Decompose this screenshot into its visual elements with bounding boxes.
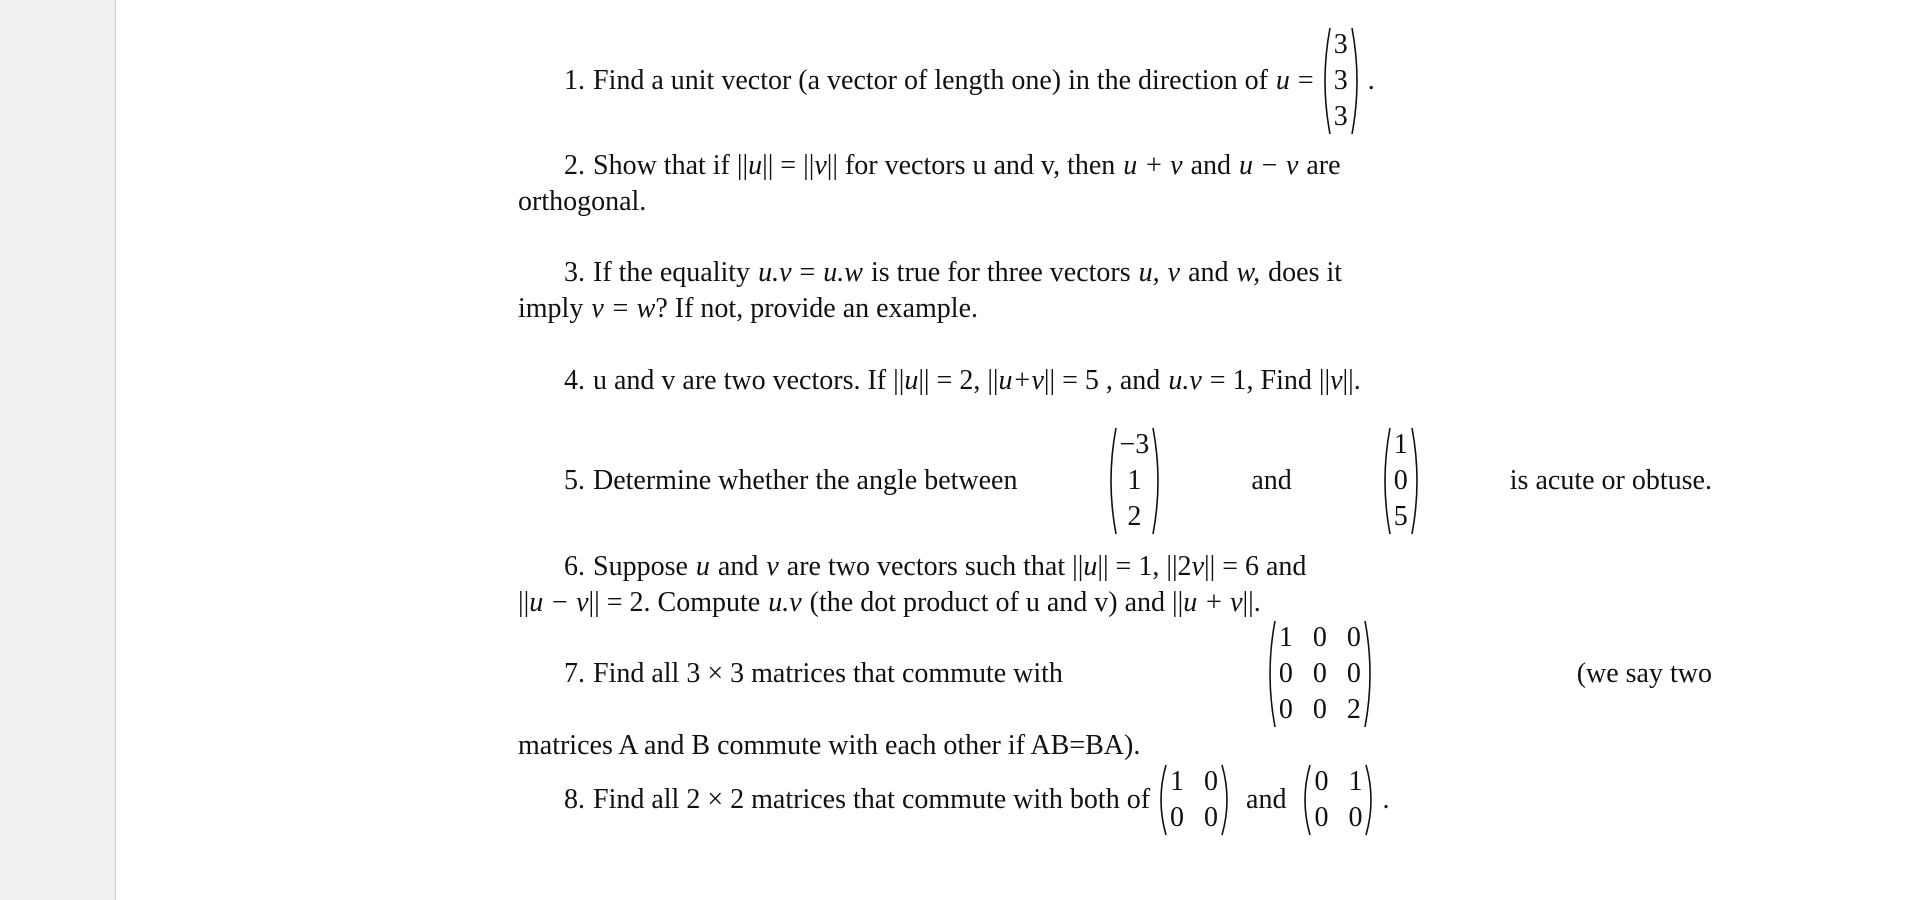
- vector-entry: 3: [1333, 101, 1348, 132]
- vector-entry: 5: [1393, 501, 1408, 532]
- problem-text: If the equality: [593, 257, 751, 288]
- problem-text: u and v are two vectors. If ||: [593, 365, 905, 396]
- matrix-entry: 0: [1312, 694, 1327, 725]
- vector-entry: 1: [1393, 429, 1408, 460]
- problem-number: 6.: [564, 551, 585, 582]
- problem-text: ||.: [1342, 365, 1361, 396]
- vector-a: [1104, 427, 1166, 535]
- right-paren: [1410, 427, 1424, 535]
- matrix-entry: 2: [1346, 694, 1361, 725]
- problem-2: [518, 148, 1712, 184]
- right-paren: [1363, 620, 1377, 728]
- matrix-entry: 0: [1278, 658, 1293, 689]
- problem-text: matrices A and B commute with each other if AB=BA).: [518, 730, 1141, 761]
- matrix-2x2-a: [1154, 764, 1234, 836]
- problem-1: [518, 27, 1712, 135]
- math-var: u: [904, 365, 919, 396]
- math-var: v: [766, 551, 779, 582]
- problem-6: [518, 549, 1712, 585]
- math-var: v: [814, 150, 827, 181]
- matrix-2x2-b: [1298, 764, 1378, 836]
- matrix-entry: 0: [1312, 658, 1327, 689]
- matrix-entry: 1: [1278, 622, 1293, 653]
- problem-2-line-2: [518, 184, 1666, 220]
- punctuation: .: [1382, 784, 1390, 815]
- math-var: v: [1330, 365, 1343, 396]
- problem-text: = 1, Find ||: [1209, 365, 1331, 396]
- problem-text: ||: [518, 587, 530, 618]
- matrix-entry: 0: [1278, 694, 1293, 725]
- problem-text: || = 2, ||: [918, 365, 999, 396]
- problem-text: and: [1246, 784, 1287, 815]
- right-paren: [1364, 764, 1378, 836]
- matrix-entry: 0: [1204, 802, 1219, 833]
- math-var: u: [1275, 65, 1290, 96]
- vector-entry: −3: [1119, 429, 1150, 460]
- problem-text: and: [1251, 465, 1292, 496]
- vector-u: [1318, 27, 1364, 135]
- problem-text: || = 1, ||2: [1097, 551, 1192, 582]
- problem-number: 5.: [564, 465, 585, 496]
- math-expr: v = w: [591, 293, 656, 324]
- problem-text: Find all 3 × 3 matrices that commute with: [593, 658, 1063, 689]
- problem-text: are two vectors such that ||: [786, 551, 1084, 582]
- problem-text: || for vectors u and v, then: [826, 150, 1116, 181]
- right-paren: [1151, 427, 1165, 535]
- matrix-entry: 0: [1346, 658, 1361, 689]
- matrix-entry: 0: [1348, 802, 1363, 833]
- matrix-entry: 0: [1314, 766, 1329, 797]
- problem-text: || = 5 , and: [1043, 365, 1161, 396]
- problem-text: Suppose: [593, 551, 688, 582]
- vector-entry: 1: [1127, 465, 1142, 496]
- matrix-entry: 0: [1312, 622, 1327, 653]
- problem-text: and: [1190, 150, 1232, 181]
- punctuation: .: [1367, 65, 1375, 96]
- left-paren: [1318, 27, 1332, 135]
- problem-text: (we say two: [1576, 658, 1712, 689]
- problem-text: orthogonal.: [518, 186, 647, 217]
- problem-text: are: [1306, 150, 1341, 181]
- vector-entry: 2: [1127, 501, 1142, 532]
- problem-3: [518, 255, 1712, 291]
- problem-number: 8.: [564, 784, 585, 815]
- matrix-3x3: [1263, 620, 1377, 728]
- math-expr: u − v: [529, 587, 589, 618]
- matrix-entry: 0: [1170, 802, 1185, 833]
- problem-4: [518, 363, 1712, 399]
- vector-entry: 3: [1333, 65, 1348, 96]
- math-var: u,: [1138, 257, 1160, 288]
- left-paren: [1263, 620, 1277, 728]
- problem-text: Determine whether the angle between: [593, 465, 1018, 496]
- matrix-entry: 1: [1170, 766, 1185, 797]
- problem-text: Find a unit vector (a vector of length one) in the direction of: [593, 65, 1268, 96]
- problem-text: does it: [1268, 257, 1343, 288]
- problem-number: 4.: [564, 365, 585, 396]
- matrix-entry: 1: [1348, 766, 1363, 797]
- problem-text: ? If not, provide an example.: [655, 293, 978, 324]
- problem-text: Show that if ||: [593, 150, 749, 181]
- problem-text: ||.: [1242, 587, 1261, 618]
- problem-text: || = 6 and: [1204, 551, 1307, 582]
- math-expr: u − v: [1239, 150, 1299, 181]
- problem-text: and: [717, 551, 759, 582]
- math-var: v: [1191, 551, 1204, 582]
- problem-text: Find all 2 × 2 matrices that commute with both of: [593, 784, 1151, 815]
- math-expr: u.v: [758, 257, 792, 288]
- problem-7: [518, 620, 1712, 728]
- problem-text: and: [1188, 257, 1229, 288]
- problem-6-line-2: [518, 585, 1666, 621]
- matrix-entry: 0: [1204, 766, 1219, 797]
- left-paren: [1104, 427, 1118, 535]
- problem-text: imply: [518, 293, 584, 324]
- left-paren: [1154, 764, 1168, 836]
- vector-entry: 3: [1333, 29, 1348, 60]
- right-paren: [1220, 764, 1234, 836]
- left-paren: [1378, 427, 1392, 535]
- math-op: =: [1297, 65, 1314, 96]
- math-op: =: [799, 257, 816, 288]
- problem-text: is acute or obtuse.: [1509, 465, 1712, 496]
- problem-5: [518, 427, 1712, 535]
- math-expr: u.v: [1168, 365, 1202, 396]
- vector-b: [1378, 427, 1424, 535]
- math-expr: u.v: [768, 587, 802, 618]
- right-paren: [1350, 27, 1364, 135]
- problem-number: 3.: [564, 257, 585, 288]
- left-paren: [1298, 764, 1312, 836]
- document-page: [115, 0, 1930, 900]
- problem-7-line-2: [518, 728, 1666, 764]
- math-expr: u.w: [823, 257, 863, 288]
- math-var: u: [748, 150, 763, 181]
- math-expr: u+v: [998, 365, 1044, 396]
- problem-number: 1.: [564, 65, 585, 96]
- vector-entry: 0: [1393, 465, 1408, 496]
- problem-number: 2.: [564, 150, 585, 181]
- math-expr: u + v: [1123, 150, 1183, 181]
- matrix-entry: 0: [1346, 622, 1361, 653]
- problem-8: [518, 764, 1712, 836]
- matrix-entry: 0: [1314, 802, 1329, 833]
- problem-text: || = ||: [762, 150, 815, 181]
- problem-text: (the dot product of u and v) and ||: [809, 587, 1184, 618]
- problem-number: 7.: [564, 658, 585, 689]
- math-var: u: [695, 551, 710, 582]
- math-var: u: [1083, 551, 1098, 582]
- math-var: v: [1167, 257, 1181, 288]
- problem-3-line-2: [518, 291, 1666, 327]
- problem-text: is true for three vectors: [870, 257, 1131, 288]
- math-var: w,: [1236, 257, 1261, 288]
- problem-text: || = 2. Compute: [588, 587, 761, 618]
- math-expr: u + v: [1183, 587, 1243, 618]
